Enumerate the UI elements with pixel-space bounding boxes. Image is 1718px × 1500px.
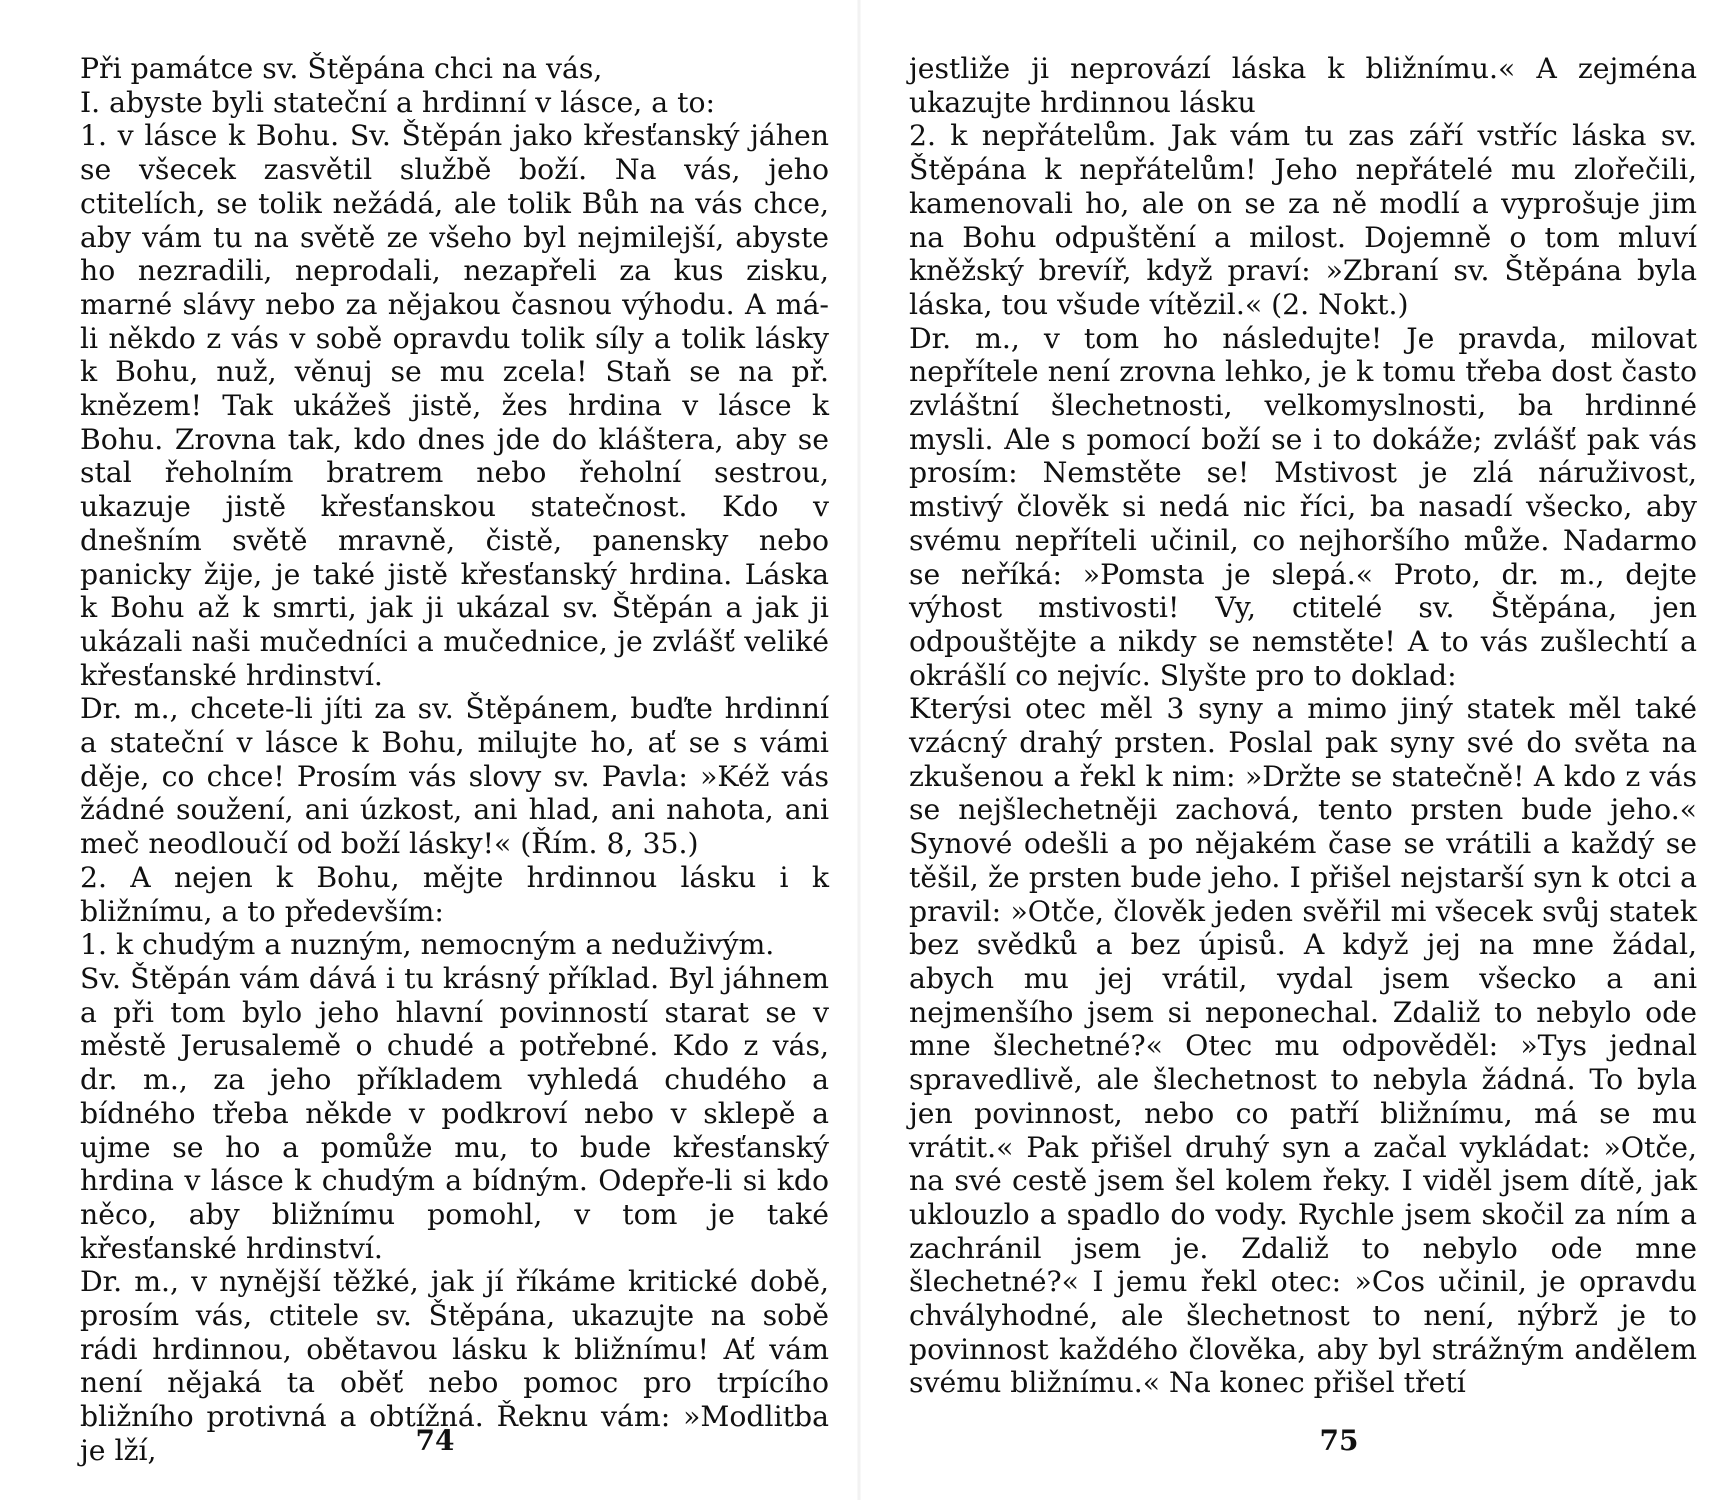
paragraph: Při památce sv. Štěpána chci na vás,: [80, 52, 603, 85]
right-page: [859, 0, 1718, 1500]
paragraph: 1. k chudým a nuzným, nemocným a neduživým.: [80, 928, 775, 962]
page-number: 75: [1319, 1424, 1359, 1457]
paragraph: 2. A nejen k Bohu, mějte hrdinnou lásku i k bližnímu, a to především:: [80, 860, 829, 928]
right-text-column: [909, 52, 1697, 1400]
paragraph: Dr. m., v tom ho následujte! Je pravda, milovat nepřítele není zrovna lehko, je k tomu třeba dost často zvláštní šlechetnosti, velkomyslnosti, ba hrdinné mysli. Ale s pomocí boží se i to dokáže; zvlášť pak vás prosím: Nemstěte se! Mstivost je zlá náruživost, mstivý člověk si nedá nic říci, ba nasadí všecko, aby svému nepříteli učinil, co nejhoršího může. Nadarmo se neříká: »Pomsta je slepá.« Proto, dr. m., dejte výhost mstivosti! Vy, ctitelé sv. Štěpána, jen odpouštějte a nikdy se nemstěte! A to vás zušlechtí a okrášlí co nejvíc. Slyšte pro to doklad:: [909, 321, 1697, 692]
paragraph: Sv. Štěpán vám dává i tu krásný příklad. Byl jáhnem a při tom bylo jeho hlavní povinností starat se v městě Jerusalemě o chudé a potřebné. Kdo z vás, dr. m., za jeho příkladem vyhledá chudého a bídného třeba někde v podkroví nebo v sklepě a ujme se ho a pomůže mu, to bude křesťanský hrdina v lásce k chudým a bídným. Odepře-li si kdo něco, aby bližnímu pomohl, v tom je také křesťanské hrdinství.: [80, 961, 829, 1265]
left-text-column: [80, 52, 829, 1468]
paragraph: 2. k nepřátelům. Jak vám tu zas září vstříc láska sv. Štěpána k nepřátelům! Jeho nepřátelé mu zlořečili, kamenovali ho, ale on se za ně modlí a vyprošuje jim na Bohu odpuštění a milost. Dojemně o tom mluví kněžský brevíř, když praví: »Zbraní sv. Štěpána byla láska, tou všude vítězil.« (2. Nokt.): [909, 119, 1697, 321]
paragraph: Dr. m., v nynější těžké, jak jí říkáme kritické době, prosím vás, ctitele sv. Štěpána, ukazujte na sobě rádi hrdinnou, obětavou lásku k bližnímu! Ať vám není nějaká ta oběť nebo pomoc pro trpícího bližního protivná a obtížná. Řeknu vám: »Modlitba je lží,: [80, 1265, 829, 1467]
page-number: 74: [415, 1424, 455, 1457]
paragraph: Kterýsi otec měl 3 syny a mimo jiný statek měl také vzácný drahý prsten. Poslal pak syny své do světa na zkušenou a řekl k nim: »Držte se statečně! A kdo z vás se nejšlechetněji zachová, tento prsten bude jeho.« Synové odešli a po nějakém čase se vrátili a každý se těšil, že prsten bude jeho. I přišel nejstarší syn k otci a pravil: »Otče, člověk jeden svěřil mi všecek svůj statek bez svědků a bez úpisů. A když jej na mne žádal, abych mu jej vrátil, vydal jsem všecko a ani nejmenšího jsem si neponechal. Zdaliž to nebylo ode mne šlechetné?« Otec mu odpověděl: »Tys jednal spravedlivě, ale šlechetnost to nebyla žádná. To byla jen povinnost, nebo co patří bližnímu, má se mu vrátit.« Pak přišel druhý syn a začal vykládat: »Otče, na své cestě jsem šel kolem řeky. I viděl jsem dítě, jak uklouzlo a spadlo do vody. Rychle jsem skočil za ním a zachránil jsem je. Zdaliž to nebylo ode mne šlechetné?« I jemu řekl otec: »Cos učinil, je opravdu chvályhodné, ale šlechetnost to není, nýbrž je to povinnost každého člověka, aby byl strážným andělem svému bližnímu.« Na konec přišel třetí: [909, 692, 1697, 1400]
paragraph: 1. v lásce k Bohu. Sv. Štěpán jako křesťanský jáhen se všecek zasvětil službě boží. Na vás, jeho ctitelích, se tolik nežádá, ale tolik Bůh na vás chce, aby vám tu na světě ze všeho byl nejmilejší, abyste ho nezradili, neprodali, nezapřeli za kus zisku, marné slávy nebo za nějakou časnou výhodu. A má-li někdo z vás v sobě opravdu tolik síly a tolik lásky k Bohu, nuž, věnuj se mu zcela! Staň se na př. knězem! Tak ukážeš jistě, žes hrdina v lásce k Bohu. Zrovna tak, kdo dnes jde do kláštera, aby se stal řeholním bratrem nebo řeholní sestrou, ukazuje jistě křesťanskou statečnost. Kdo v dnešním světě mravně, čistě, panensky nebo panicky žije, je také jistě křesťanský hrdina. Láska k Bohu až k smrti, jak ji ukázal sv. Štěpán a jak ji ukázali naši mučedníci a mučednice, je zvlášť veliké křesťanské hrdinství.: [80, 119, 829, 692]
paragraph: Dr. m., chcete-li jíti za sv. Štěpánem, buďte hrdinní a stateční v lásce k Bohu, milujte ho, ať se s vámi děje, co chce! Prosím vás slovy sv. Pavla: »Kéž vás žádné soužení, ani úzkost, ani hlad, ani nahota, ani meč neodloučí od boží lásky!« (Řím. 8, 35.): [80, 692, 829, 861]
paragraph: jestliže ji neprovází láska k bližnímu.« A zejména ukazujte hrdinnou lásku: [909, 52, 1697, 119]
paragraph: I. abyste byli stateční a hrdinní v lásce, a to:: [80, 85, 716, 119]
